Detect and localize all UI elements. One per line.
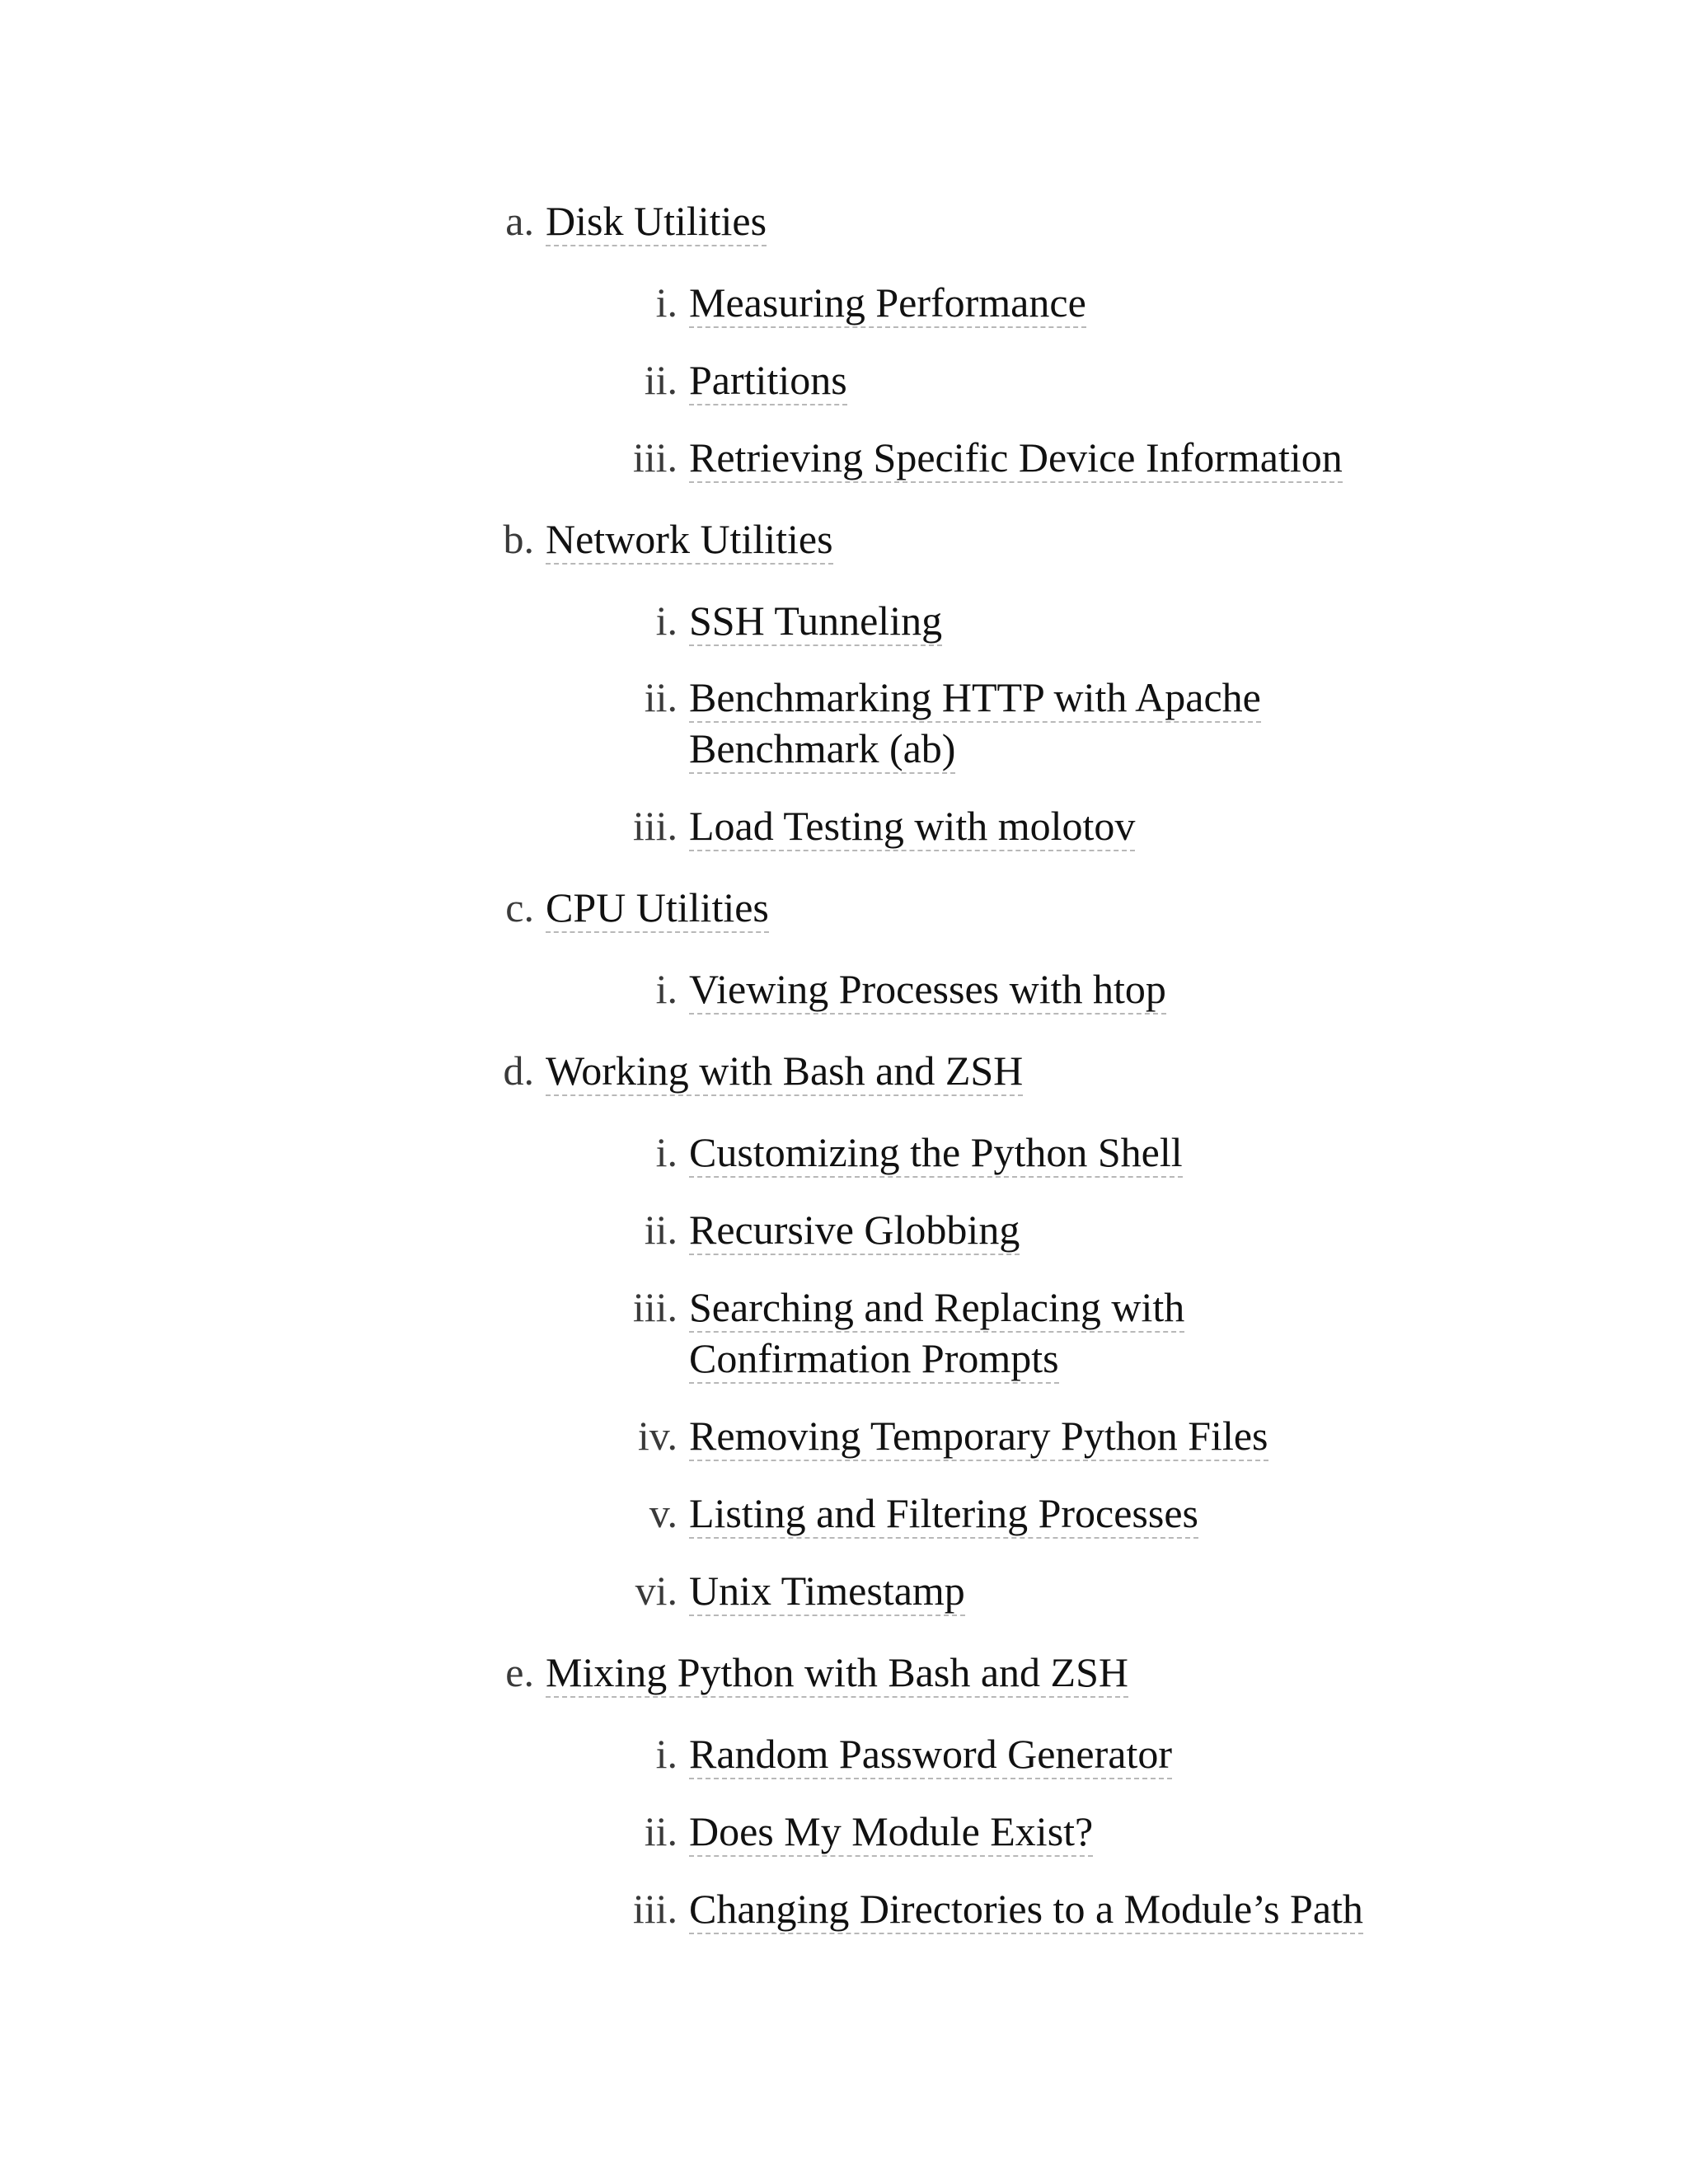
toc-link-partitions[interactable]: Partitions — [689, 357, 847, 405]
section-marker: e. — [505, 1649, 534, 1695]
item-marker: ii. — [644, 1808, 678, 1854]
toc-link-ssh-tunneling[interactable]: SSH Tunneling — [689, 598, 942, 646]
section-marker: b. — [503, 516, 534, 562]
toc-link-removing-temp-python-files[interactable]: Removing Temporary Python Files — [689, 1413, 1268, 1461]
item-marker: i. — [655, 1731, 678, 1777]
item-marker: iii. — [632, 1284, 678, 1330]
item-marker: ii. — [644, 357, 678, 403]
item-marker: i. — [655, 598, 678, 644]
section-marker: a. — [505, 198, 534, 244]
item-marker: i. — [655, 966, 678, 1012]
toc-link-changing-directories-module-path[interactable]: Changing Directories to a Module’s Path — [689, 1886, 1363, 1934]
toc-link-retrieving-device-info[interactable]: Retrieving Specific Device Information — [689, 434, 1343, 483]
item-marker: iv. — [637, 1413, 678, 1459]
toc-link-unix-timestamp[interactable]: Unix Timestamp — [689, 1568, 965, 1616]
toc-link-random-password-generator[interactable]: Random Password Generator — [689, 1731, 1172, 1779]
item-marker: ii. — [644, 674, 678, 720]
section-marker: c. — [505, 884, 534, 930]
toc-link-working-with-bash-zsh[interactable]: Working with Bash and ZSH — [546, 1047, 1023, 1096]
toc-link-listing-filtering-processes[interactable]: Listing and Filtering Processes — [689, 1490, 1198, 1539]
toc-link-mixing-python-bash-zsh[interactable]: Mixing Python with Bash and ZSH — [546, 1649, 1128, 1698]
toc-link-measuring-performance[interactable]: Measuring Performance — [689, 279, 1086, 328]
toc-link-viewing-processes-htop[interactable]: Viewing Processes with htop — [689, 966, 1166, 1015]
section-marker: d. — [503, 1047, 534, 1094]
toc-link-searching-replacing[interactable]: Searching and Replacing with — [689, 1284, 1184, 1333]
toc-link-recursive-globbing[interactable]: Recursive Globbing — [689, 1207, 1020, 1255]
toc-link-customizing-python-shell[interactable]: Customizing the Python Shell — [689, 1129, 1183, 1178]
item-marker: i. — [655, 1129, 678, 1175]
item-marker: ii. — [644, 1207, 678, 1253]
toc-link-benchmarking-http[interactable]: Benchmarking HTTP with Apache — [689, 674, 1261, 723]
item-marker: iii. — [632, 1886, 678, 1932]
toc-link-disk-utilities[interactable]: Disk Utilities — [546, 198, 767, 246]
item-marker: iii. — [632, 434, 678, 480]
toc-link-benchmarking-http-continued[interactable]: Benchmark (ab) — [689, 725, 955, 774]
item-marker: vi. — [635, 1568, 678, 1614]
toc-link-searching-replacing-continued[interactable]: Confirmation Prompts — [689, 1335, 1059, 1384]
toc-link-network-utilities[interactable]: Network Utilities — [546, 516, 833, 565]
item-marker: v. — [649, 1490, 678, 1536]
toc-link-load-testing-molotov[interactable]: Load Testing with molotov — [689, 803, 1135, 851]
toc-link-does-my-module-exist[interactable]: Does My Module Exist? — [689, 1808, 1093, 1857]
toc-link-cpu-utilities[interactable]: CPU Utilities — [546, 884, 769, 933]
item-marker: iii. — [632, 803, 678, 849]
item-marker: i. — [655, 279, 678, 326]
